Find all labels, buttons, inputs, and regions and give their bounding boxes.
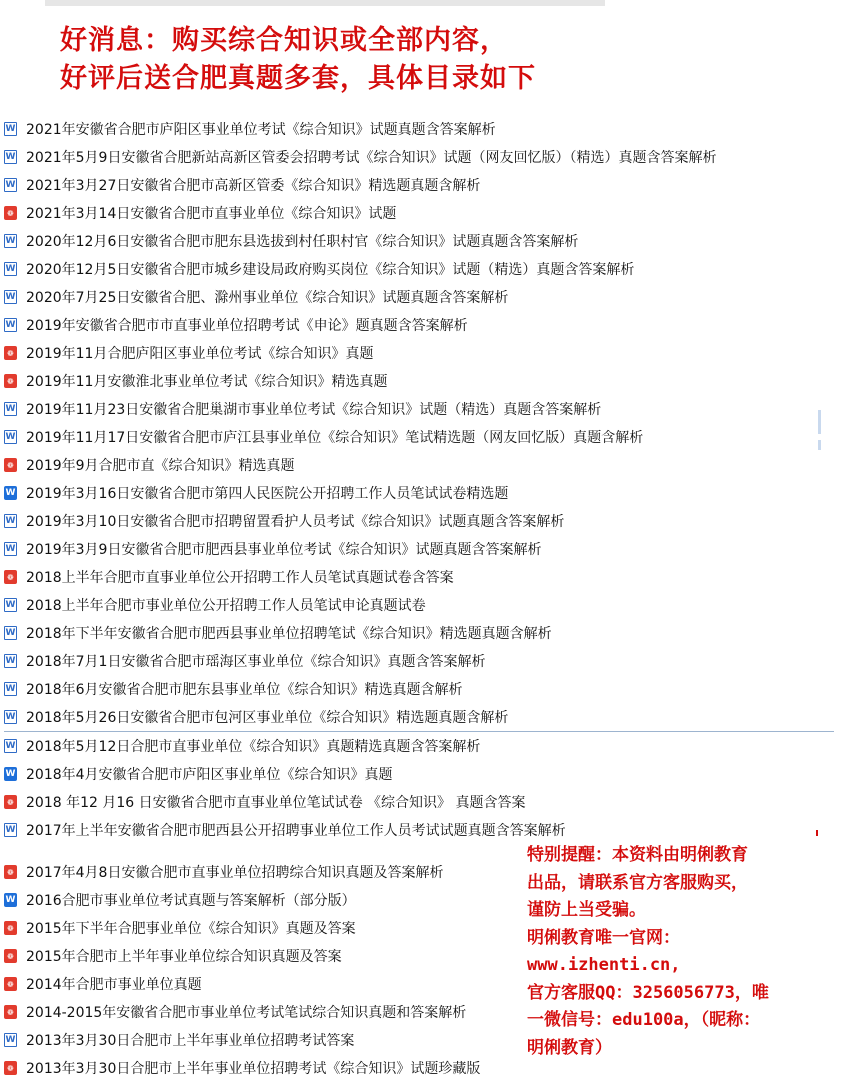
file-name: 2021年3月14日安徽省合肥市直事业单位《综合知识》试题 [26,206,397,222]
word-document-icon: W [5,895,16,905]
pdf-document-icon: ❁ [4,977,17,991]
file-name: 2015年下半年合肥事业单位《综合知识》真题及答案 [26,921,356,937]
special-notice [527,842,837,1062]
file-name: 2018 年12 月16 日安徽省合肥市直事业单位笔试试卷 《综合知识》 真题含答案 [26,795,526,811]
file-name: 2021年5月9日安徽省合肥新站高新区管委会招聘考试《综合知识》试题（网友回忆版）（精选）真题含答案解析 [26,150,717,166]
file-name: 2019年3月16日安徽省合肥市第四人民医院公开招聘工作人员笔试试卷精选题 [26,486,509,502]
file-list-item[interactable] [4,563,834,591]
file-name: 2020年12月6日安徽省合肥市肥东县选拔到村任职村官《综合知识》试题真题含答案解析 [26,234,579,250]
file-name: 2019年11月23日安徽省合肥巢湖市事业单位考试《综合知识》试题（精选）真题含答案解析 [26,402,602,418]
file-name: 2018年6月安徽省合肥市肥东县事业单位《综合知识》精选真题含解析 [26,682,463,698]
file-name: 2018年5月12日合肥市直事业单位《综合知识》真题精选真题含答案解析 [26,739,481,755]
file-list-item[interactable] [4,451,834,479]
file-name: 2017年4月8日安徽合肥市直事业单位招聘综合知识真题及答案解析 [26,865,444,881]
pdf-document-icon: ❁ [4,206,17,220]
notice-line: 一微信号：edu100a，（昵称： [527,1010,761,1030]
pdf-document-icon: ❁ [4,458,17,472]
file-list-item[interactable] [4,199,834,227]
word-document-icon: W [5,600,16,610]
file-name: 2019年9月合肥市直《综合知识》精选真题 [26,458,295,474]
file-name: 2019年11月安徽淮北事业单位考试《综合知识》精选真题 [26,374,388,390]
pdf-document-icon: ❁ [4,921,17,935]
promo-headline [60,22,820,98]
pdf-document-icon: ❁ [4,346,17,360]
word-document-icon: W [5,656,16,666]
file-list-item[interactable] [4,507,834,535]
notice-line: 明俐教育唯一官网： [527,927,680,948]
decorative-tick [816,830,818,836]
word-document-icon: W [5,516,16,526]
file-list-item[interactable] [4,423,834,451]
file-name: 2018年5月26日安徽省合肥市包河区事业单位《综合知识》精选题真题含解析 [26,710,509,726]
file-name: 2018年下半年安徽省合肥市肥西县事业单位招聘笔试《综合知识》精选题真题含解析 [26,626,552,642]
file-list-item[interactable] [4,675,834,703]
word-document-icon: W [5,152,16,162]
notice-line: 官方客服QQ：3256056773，唯 [527,982,769,1003]
file-list-item[interactable] [4,143,834,171]
word-document-icon: W [5,825,16,835]
file-list-item[interactable] [4,395,834,423]
notice-line: 出品，请联系官方客服购买， [527,872,748,893]
file-name: 2020年7月25日安徽省合肥、滁州事业单位《综合知识》试题真题含答案解析 [26,290,509,306]
top-edge-bar [45,0,605,6]
file-list-item[interactable] [4,367,834,395]
file-name: 2013年3月30日合肥市上半年事业单位招聘考试《综合知识》试题珍藏版 [26,1061,481,1077]
notice-line: 谨防上当受骗。 [527,900,646,920]
file-name: 2018年4月安徽省合肥市庐阳区事业单位《综合知识》真题 [26,767,393,783]
file-list-item[interactable] [4,171,834,199]
file-name: 2014年合肥市事业单位真题 [26,977,202,993]
notice-line: 明俐教育） [527,1037,612,1058]
file-list-item[interactable] [4,479,834,507]
promo-headline-line-1: 好消息：购买综合知识或全部内容， [60,25,508,56]
pdf-document-icon: ❁ [4,795,17,809]
promo-headline-line-2: 好评后送合肥真题多套，具体目录如下 [60,63,536,94]
file-name: 2013年3月30日合肥市上半年事业单位招聘考试答案 [26,1033,355,1049]
word-document-icon: W [5,712,16,722]
file-list-item[interactable] [4,619,834,647]
file-name: 2019年安徽省合肥市市直事业单位招聘考试《申论》题真题含答案解析 [26,318,468,334]
file-list-item[interactable] [4,788,834,816]
scroll-mark [818,410,821,434]
file-name: 2019年3月10日安徽省合肥市招聘留置看护人员考试《综合知识》试题真题含答案解析 [26,514,565,530]
word-document-icon: W [5,236,16,246]
notice-line[interactable]: www.izhenti.cn, [527,955,681,975]
file-name: 2016合肥市事业单位考试真题与答案解析（部分版） [26,893,356,909]
file-list-item[interactable] [4,703,834,732]
file-name: 2017年上半年安徽省合肥市肥西县公开招聘事业单位工作人员考试试题真题含答案解析 [26,823,566,839]
file-list-item[interactable] [4,227,834,255]
file-list-item[interactable] [4,255,834,283]
file-list-item[interactable] [4,283,834,311]
word-document-icon: W [5,741,16,751]
word-document-icon: W [5,684,16,694]
file-name: 2018年7月1日安徽省合肥市瑶海区事业单位《综合知识》真题含答案解析 [26,654,486,670]
word-document-icon: W [5,432,16,442]
file-list-item[interactable] [4,647,834,675]
file-list-item[interactable] [4,732,834,760]
word-document-icon: W [5,544,16,554]
word-document-icon: W [5,292,16,302]
pdf-document-icon: ❁ [4,949,17,963]
file-name: 2019年11月合肥庐阳区事业单位考试《综合知识》真题 [26,346,374,362]
file-name: 2021年3月27日安徽省合肥市高新区管委《综合知识》精选题真题含解析 [26,178,481,194]
pdf-document-icon: ❁ [4,570,17,584]
file-name: 2015年合肥市上半年事业单位综合知识真题及答案 [26,949,342,965]
file-name: 2021年安徽省合肥市庐阳区事业单位考试《综合知识》试题真题含答案解析 [26,122,496,138]
word-document-icon: W [5,404,16,414]
file-name: 2019年3月9日安徽省合肥市肥西县事业单位考试《综合知识》试题真题含答案解析 [26,542,542,558]
file-name: 2018上半年合肥市事业单位公开招聘工作人员笔试申论真题试卷 [26,598,426,614]
file-name: 2019年11月17日安徽省合肥市庐江县事业单位《综合知识》笔试精选题（网友回忆版）真题含解析 [26,430,644,446]
file-list-item[interactable] [4,816,834,844]
word-document-icon: W [5,1035,16,1045]
file-name: 2018上半年合肥市直事业单位公开招聘工作人员笔试真题试卷含答案 [26,570,454,586]
file-name: 2020年12月5日安徽省合肥市城乡建设局政府购买岗位《综合知识》试题（精选）真题含答案解析 [26,262,635,278]
scroll-mark [818,440,821,450]
word-document-icon: W [5,320,16,330]
word-document-icon: W [5,488,16,498]
word-document-icon: W [5,124,16,134]
file-list-item[interactable] [4,591,834,619]
pdf-document-icon: ❁ [4,1061,17,1075]
word-document-icon: W [5,769,16,779]
file-list-item[interactable] [4,115,834,143]
word-document-icon: W [5,628,16,638]
word-document-icon: W [5,264,16,274]
notice-line: 特别提醒：本资料由明俐教育 [527,845,748,865]
file-list-item[interactable] [4,311,834,339]
pdf-document-icon: ❁ [4,1005,17,1019]
file-list-item[interactable] [4,339,834,367]
file-list-item[interactable] [4,760,834,788]
pdf-document-icon: ❁ [4,374,17,388]
file-name: 2014-2015年安徽省合肥市事业单位考试笔试综合知识真题和答案解析 [26,1005,467,1021]
pdf-document-icon: ❁ [4,865,17,879]
word-document-icon: W [5,180,16,190]
file-list-item[interactable] [4,535,834,563]
